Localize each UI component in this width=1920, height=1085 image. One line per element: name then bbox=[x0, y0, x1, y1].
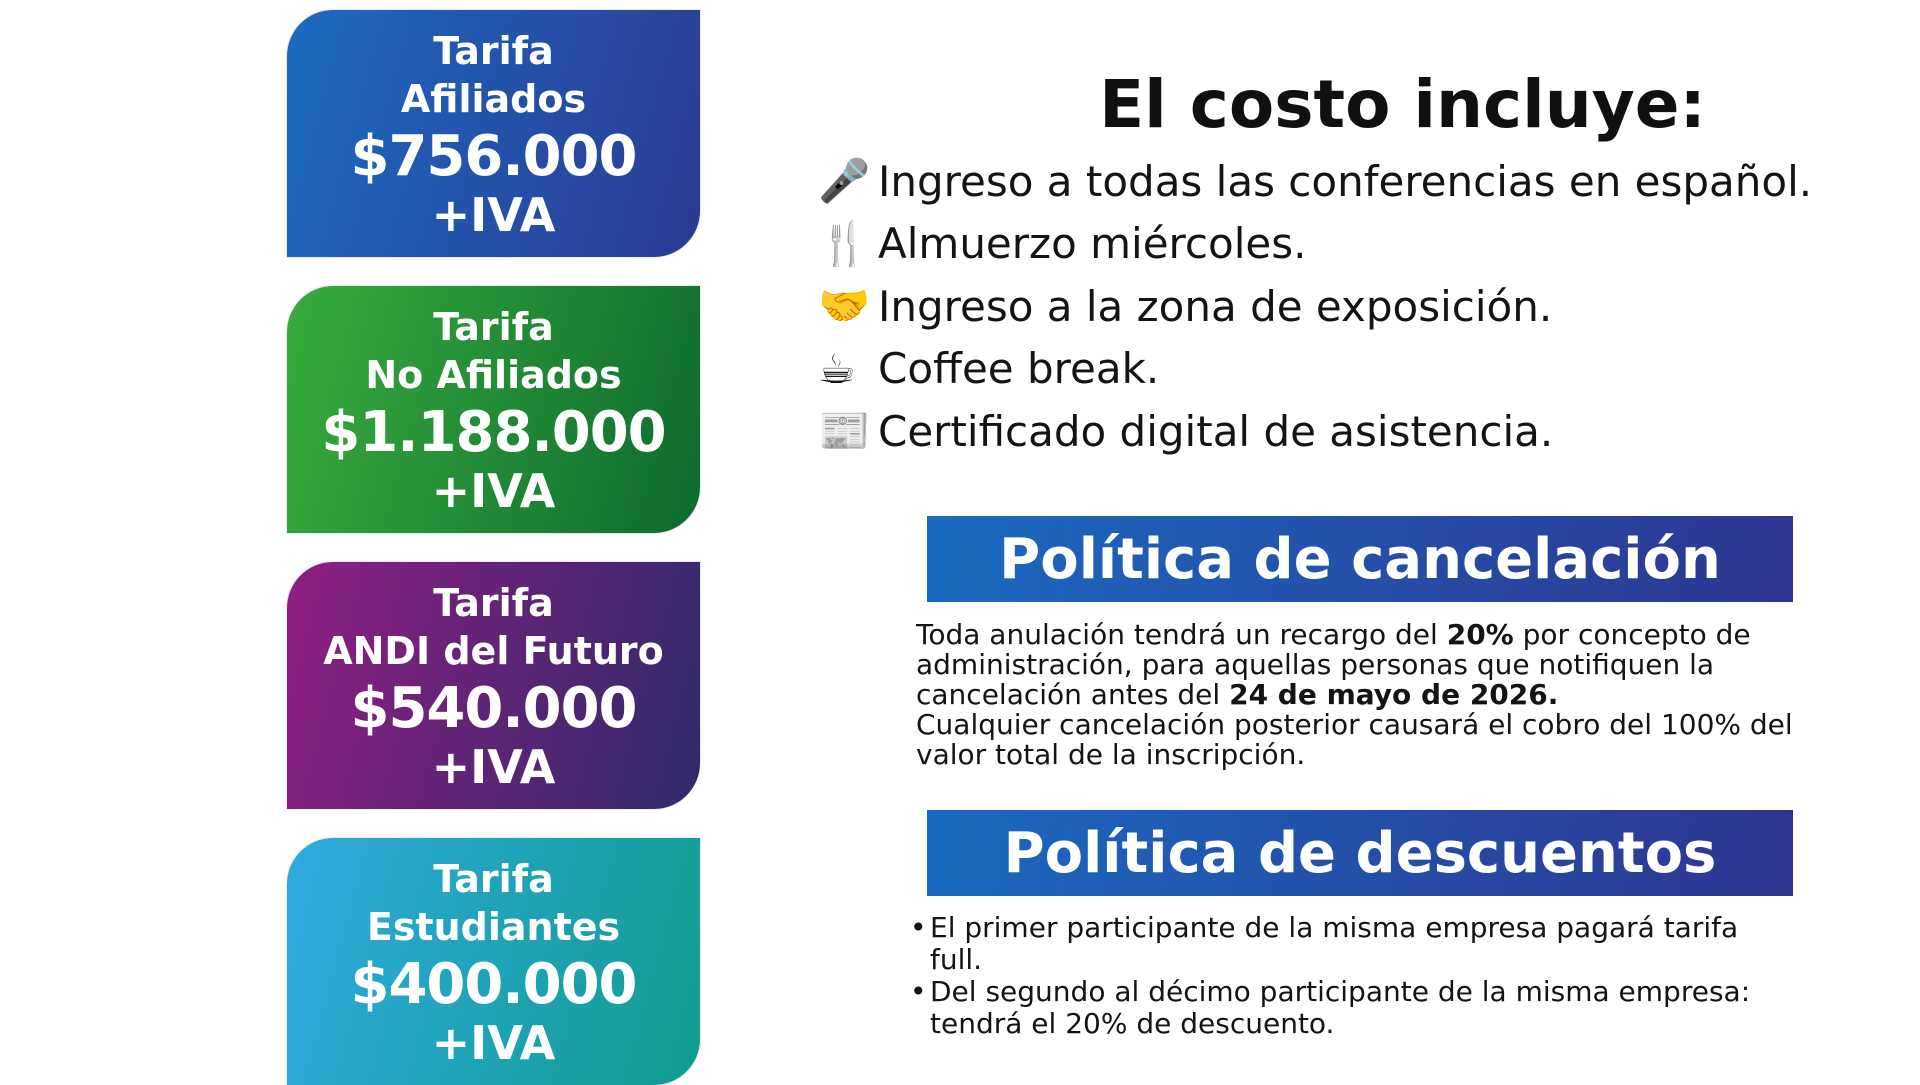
include-text: Ingreso a la zona de exposición. bbox=[878, 281, 1553, 331]
tariff-card-estudiantes bbox=[287, 838, 700, 1085]
include-item-lunch bbox=[818, 213, 1812, 276]
include-item-coffee bbox=[818, 338, 1812, 401]
tariff-tax: +IVA bbox=[431, 739, 556, 794]
tariff-label: Tarifa bbox=[433, 580, 554, 625]
tariff-price: $756.000 bbox=[350, 123, 637, 189]
include-item-certificate bbox=[818, 400, 1812, 463]
discount-list bbox=[910, 912, 1790, 1040]
discount-item bbox=[910, 976, 1790, 1040]
text-segment: Toda anulación tendrá un recargo del bbox=[916, 618, 1447, 651]
tariff-card-andi-del-futuro bbox=[287, 562, 700, 809]
tariff-card-no-afiliados bbox=[287, 286, 700, 533]
discount-text: El primer participante de la misma empresa pagará tarifa full. bbox=[930, 911, 1739, 976]
tariff-tax: +IVA bbox=[431, 1015, 556, 1070]
includes-list bbox=[818, 150, 1812, 463]
cancellation-policy-title: Política de cancelación bbox=[999, 526, 1721, 592]
include-text: Coffee break. bbox=[878, 344, 1160, 394]
bullet: • bbox=[910, 911, 927, 944]
include-text: Ingreso a todas las conferencias en español. bbox=[878, 156, 1813, 206]
include-text: Certificado digital de asistencia. bbox=[878, 406, 1554, 456]
microphone-icon: 🎤 bbox=[818, 156, 871, 206]
certificate-icon: 📰 bbox=[818, 406, 871, 456]
tariff-category: Estudiantes bbox=[366, 904, 621, 949]
tariff-price: $400.000 bbox=[350, 951, 637, 1017]
tariff-tax: +IVA bbox=[431, 463, 556, 518]
include-text: Almuerzo miércoles. bbox=[878, 219, 1307, 269]
surcharge-percent: 20% bbox=[1446, 618, 1514, 651]
bullet: • bbox=[910, 975, 927, 1008]
include-item-conferences bbox=[818, 150, 1812, 213]
tariff-category: Afiliados bbox=[400, 76, 587, 121]
text-segment: por concepto de administración, para aquellas personas que notifiquen la cancelación antes del bbox=[916, 618, 1751, 711]
discount-policy-title: Política de descuentos bbox=[1003, 820, 1717, 886]
cancellation-late-note: Cualquier cancelación posterior causará el cobro del 100% del valor total de la inscripción. bbox=[916, 708, 1793, 771]
discount-text: Del segundo al décimo participante de la misma empresa: tendrá el 20% de descuento. bbox=[930, 975, 1751, 1040]
cancellation-policy-text bbox=[916, 620, 1836, 770]
tariff-price: $1.188.000 bbox=[321, 399, 666, 465]
deadline-date: 24 de mayo de 2026. bbox=[1229, 678, 1559, 711]
tariff-category: ANDI del Futuro bbox=[323, 628, 664, 673]
fork-knife-icon: 🍴 bbox=[818, 218, 871, 268]
tariff-tax: +IVA bbox=[431, 187, 556, 242]
tariff-category: No Afiliados bbox=[365, 352, 622, 397]
cancellation-paragraph bbox=[916, 620, 1836, 710]
tariff-label: Tarifa bbox=[433, 856, 554, 901]
tariff-label: Tarifa bbox=[433, 304, 554, 349]
includes-title: El costo incluye: bbox=[1099, 66, 1706, 143]
cancellation-policy-header bbox=[927, 516, 1793, 602]
tariff-card-afiliados bbox=[287, 10, 700, 257]
discount-item bbox=[910, 912, 1790, 976]
handshake-icon: 🤝 bbox=[818, 281, 871, 331]
discount-policy-header bbox=[927, 810, 1793, 896]
tariff-label: Tarifa bbox=[433, 28, 554, 73]
coffee-icon: ☕ bbox=[818, 343, 856, 393]
include-item-exhibition bbox=[818, 275, 1812, 338]
tariff-price: $540.000 bbox=[350, 675, 637, 741]
